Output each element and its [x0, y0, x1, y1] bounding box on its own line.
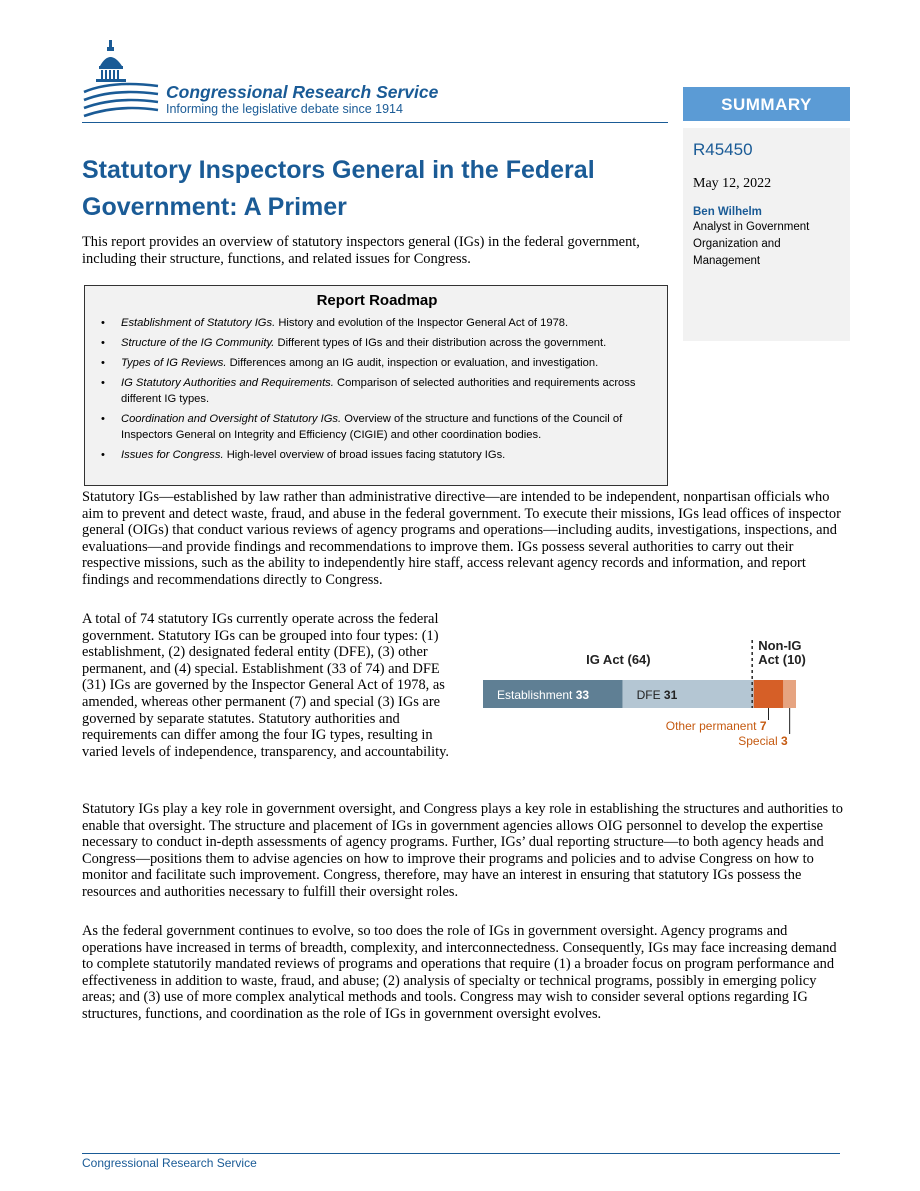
bar-special	[783, 680, 796, 708]
body-paragraph: As the federal government continues to evolve, so too does the role of IGs in government oversight. Agency programs and operations have increased in terms of breadth, complexity, and interconnectedness. Consequently, IGs may face increasing demand to complete statutorily mandated reviews of programs and operations that require (1) a broader focus on program performance and effectiveness in addition to waste, fraud, and abuse; (2) analysis of specialty or technical programs, possibly in emerging policy areas; and (3) use of more complex analytical methods and tools. Congress may wish to consider several options regarding IG structures, functions, and coordination as the role of IGs in government oversight evolves.	[82, 923, 837, 1022]
group-label-non-ig-act: Non-IG	[758, 638, 802, 653]
body-paragraph: Statutory IGs play a key role in government oversight, and Congress plays a key role in establishing the structures and authorities to enable that oversight. The structure and placement of IGs in government agencies allows OIG personnel to develop the expertise necessary to conduct in-depth assessments of agency programs. Further, IGs’ dual reporting structure—to both agency heads and Congress—positions them to advise agencies on how to improve their programs and policies and to advise Congress on how to monitor and facilitate such improvement. Congress, therefore, may have an interest in ensuring that statutory IGs possess the resources and authorities necessary to fulfill their oversight roles.	[82, 801, 843, 900]
report-date: May 12, 2022	[693, 176, 772, 191]
org-name: Congressional Research Service	[166, 82, 439, 102]
capitol-dome-icon	[82, 36, 162, 122]
summary-heading: SUMMARY	[683, 87, 850, 121]
header-divider	[82, 122, 668, 123]
roadmap-topic: Types of IG Reviews.	[121, 357, 227, 369]
report-number: R45450	[693, 140, 753, 159]
author-name: Ben Wilhelm	[693, 206, 762, 218]
body-paragraph: Statutory IGs—established by law rather than administrative directive—are intended to be independent, nonpartisan officials who aim to prevent and detect waste, fraud, and abuse in the federal government. To execute their missions, IGs lead offices of inspector general (OIGs) that conduct various reviews of agency programs and operations—including audits, investigations, inspections, and evaluations—and provide findings and recommendations to improve them. IGs possess several authorities to carry out their respective missions, such as the ability to independently hire staff, access relevant agency records and information, and report findings and recommendations directly to Congress.	[82, 489, 841, 588]
roadmap-text: High-level overview of broad issues facing statutory IGs.	[226, 449, 506, 461]
roadmap-text: Comparison of selected authorities and requirements across different IG types.	[121, 377, 636, 405]
summary-panel	[683, 128, 850, 341]
roadmap-text: Different types of IGs and their distribution across the government.	[277, 337, 607, 349]
intro-paragraph: This report provides an overview of statutory inspectors general (IGs) in the federal government, including their structure, functions, and related issues for Congress.	[82, 234, 640, 267]
roadmap-topic: Establishment of Statutory IGs.	[121, 317, 276, 329]
bullet: •	[101, 413, 105, 425]
footer-text: Congressional Research Service	[82, 1156, 257, 1170]
roadmap-item	[97, 335, 657, 351]
bar-label: Establishment 33	[497, 688, 590, 702]
callout-label: Other permanent 7	[665, 719, 767, 733]
bullet: •	[101, 449, 105, 461]
roadmap-item	[97, 315, 657, 331]
report-roadmap	[84, 285, 668, 486]
group-label-non-ig-act: Act (10)	[758, 652, 806, 667]
roadmap-text: Overview of the structure and functions of the Council of Inspectors General on Integrity and Efficiency (CIGIE) and other coordination bodies.	[121, 413, 623, 441]
callout-label: Special 3	[738, 734, 788, 748]
ig-type-chart	[470, 630, 840, 760]
report-title: Statutory Inspectors General in the Federal Government: A Primer	[82, 156, 595, 221]
author-title: Analyst in Government Organization and Management	[693, 221, 810, 267]
roadmap-text: History and evolution of the Inspector General Act of 1978.	[278, 317, 569, 329]
roadmap-item	[97, 447, 657, 463]
crs-logo	[82, 36, 482, 122]
roadmap-topic: Coordination and Oversight of Statutory IGs.	[121, 413, 342, 425]
bar-other-permanent	[754, 680, 784, 708]
roadmap-item	[97, 411, 657, 443]
bullet: •	[101, 357, 105, 369]
roadmap-item	[97, 375, 657, 407]
body-paragraph: A total of 74 statutory IGs currently operate across the federal government. Statutory IGs can be grouped into four types: (1) establishment, (2) designated federal entity (DFE), (3) other permanent, and (4) special. Establishment (33 of 74) and DFE (31) IGs are governed by the Inspector General Act of 1978, as amended, whereas other permanent (7) and special (3) IGs are governed by separate statutes. Statutory authorities and requirements can differ among the four IG types, resulting in varied levels of independence, transparency, and accountability.	[82, 611, 449, 760]
org-tagline: Informing the legislative debate since 1914	[166, 102, 403, 116]
roadmap-item	[97, 355, 657, 371]
roadmap-topic: IG Statutory Authorities and Requirements.	[121, 377, 334, 389]
bullet: •	[101, 377, 105, 389]
roadmap-topic: Issues for Congress.	[121, 449, 224, 461]
bar-label: DFE 31	[636, 688, 678, 702]
footer-divider	[82, 1153, 840, 1154]
roadmap-topic: Structure of the IG Community.	[121, 337, 275, 349]
roadmap-title: Report Roadmap	[316, 292, 438, 309]
bullet: •	[101, 317, 105, 329]
group-label-ig-act: IG Act (64)	[586, 652, 651, 667]
roadmap-text: Differences among an IG audit, inspection or evaluation, and investigation.	[229, 357, 599, 369]
bullet: •	[101, 337, 105, 349]
